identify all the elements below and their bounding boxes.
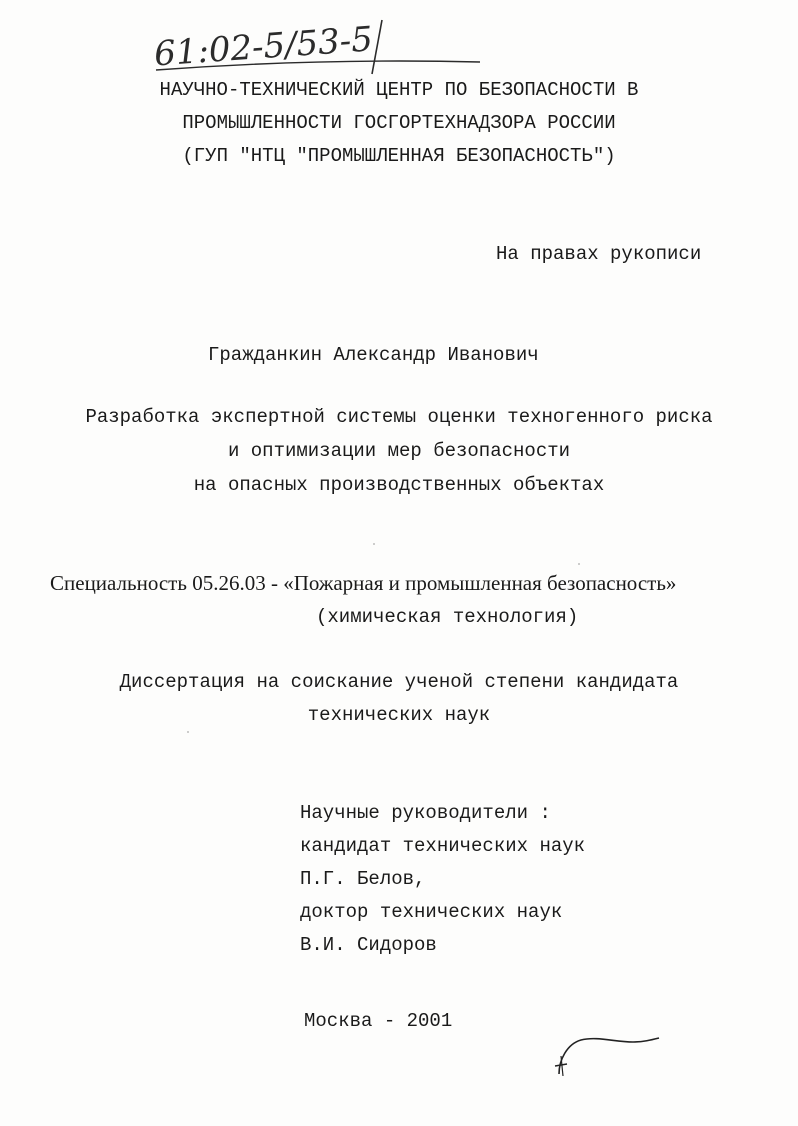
- place-year: Москва - 2001: [304, 1010, 453, 1032]
- archive-code-text: 61:02-5/53-5: [152, 19, 375, 75]
- title-line-1: Разработка экспертной системы оценки техногенного риска: [85, 406, 713, 428]
- supervisor-line: кандидат технических наук: [300, 835, 586, 857]
- supervisor-line: В.И. Сидоров: [300, 934, 437, 956]
- org-line-1: НАУЧНО-ТЕХНИЧЕСКИЙ ЦЕНТР ПО БЕЗОПАСНОСТИ В: [159, 79, 639, 101]
- supervisor-line: П.Г. Белов,: [300, 868, 426, 890]
- specialty-subtitle: (химическая технология): [316, 606, 579, 628]
- scan-speck: [373, 543, 375, 545]
- author-name: Гражданкин Александр Иванович: [208, 344, 539, 366]
- scan-speck: [187, 731, 189, 733]
- title-line-3: на опасных производственных объектах: [193, 474, 605, 496]
- degree-line-1: Диссертация на соискание ученой степени кандидата: [119, 671, 679, 693]
- specialty-label: Специальность 05.26.03 -: [50, 571, 284, 595]
- org-line-3: (ГУП "НТЦ "ПРОМЫШЛЕННАЯ БЕЗОПАСНОСТЬ"): [182, 145, 616, 167]
- manuscript-note: На правах рукописи: [496, 243, 702, 265]
- title-line-2: и оптимизации мер безопасности: [227, 440, 571, 462]
- supervisor-line: доктор технических наук: [300, 901, 563, 923]
- degree-line-2: технических наук: [307, 704, 491, 726]
- specialty-line: [50, 571, 676, 597]
- signature-mark: [545, 1030, 665, 1080]
- specialty-name: «Пожарная и промышленная безопасность»: [283, 571, 677, 595]
- scan-speck: [578, 563, 580, 565]
- org-line-2: ПРОМЫШЛЕННОСТИ ГОСГОРТЕХНАДЗОРА РОССИИ: [182, 112, 616, 134]
- handwritten-archive-code: [150, 14, 490, 76]
- supervisors-heading: Научные руководители :: [300, 802, 551, 824]
